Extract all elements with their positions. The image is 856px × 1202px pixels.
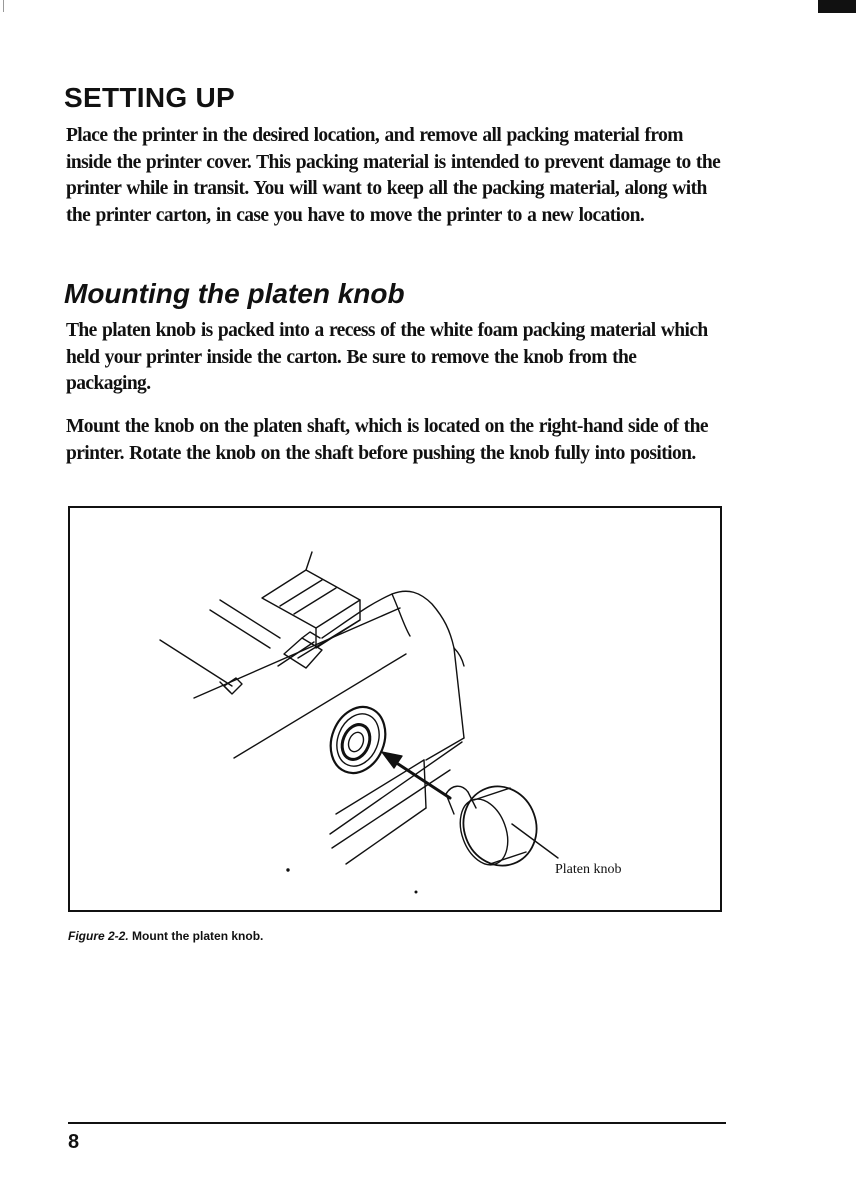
section-heading: SETTING UP bbox=[64, 82, 236, 113]
printer-illustration bbox=[70, 508, 720, 910]
figure-box bbox=[68, 506, 722, 912]
platen-knob-paragraph-2: Mount the knob on the platen shaft, which is located on the right-hand side of the printer. Rotate the knob on the shaft before pushing the knob fully into position. bbox=[66, 416, 708, 464]
platen-knob-paragraph-1: The platen knob is packed into a recess of the white foam packing material which held your printer inside the carton. Be sure to remove the knob from the packaging. bbox=[66, 320, 708, 394]
figure-caption-label: Figure 2-2. bbox=[68, 929, 129, 943]
figure-caption-text: Mount the platen knob. bbox=[132, 929, 264, 943]
figure-caption bbox=[68, 929, 263, 943]
intro-paragraph: Place the printer in the desired location, and remove all packing material from inside the printer cover. This packing material is intended to prevent damage to the printer while in transit. You will want to keep all the packing material, along with the printer carton, in case you have to move the printer to a new location. bbox=[66, 125, 721, 226]
page-corner-mark bbox=[818, 0, 856, 13]
platen-knob-callout: Platen knob bbox=[555, 862, 622, 877]
page-number: 8 bbox=[68, 1131, 80, 1153]
scan-edge-mark bbox=[3, 0, 4, 12]
subsection-title: Mounting the platen knob bbox=[64, 278, 405, 309]
footer-rule bbox=[68, 1122, 726, 1124]
